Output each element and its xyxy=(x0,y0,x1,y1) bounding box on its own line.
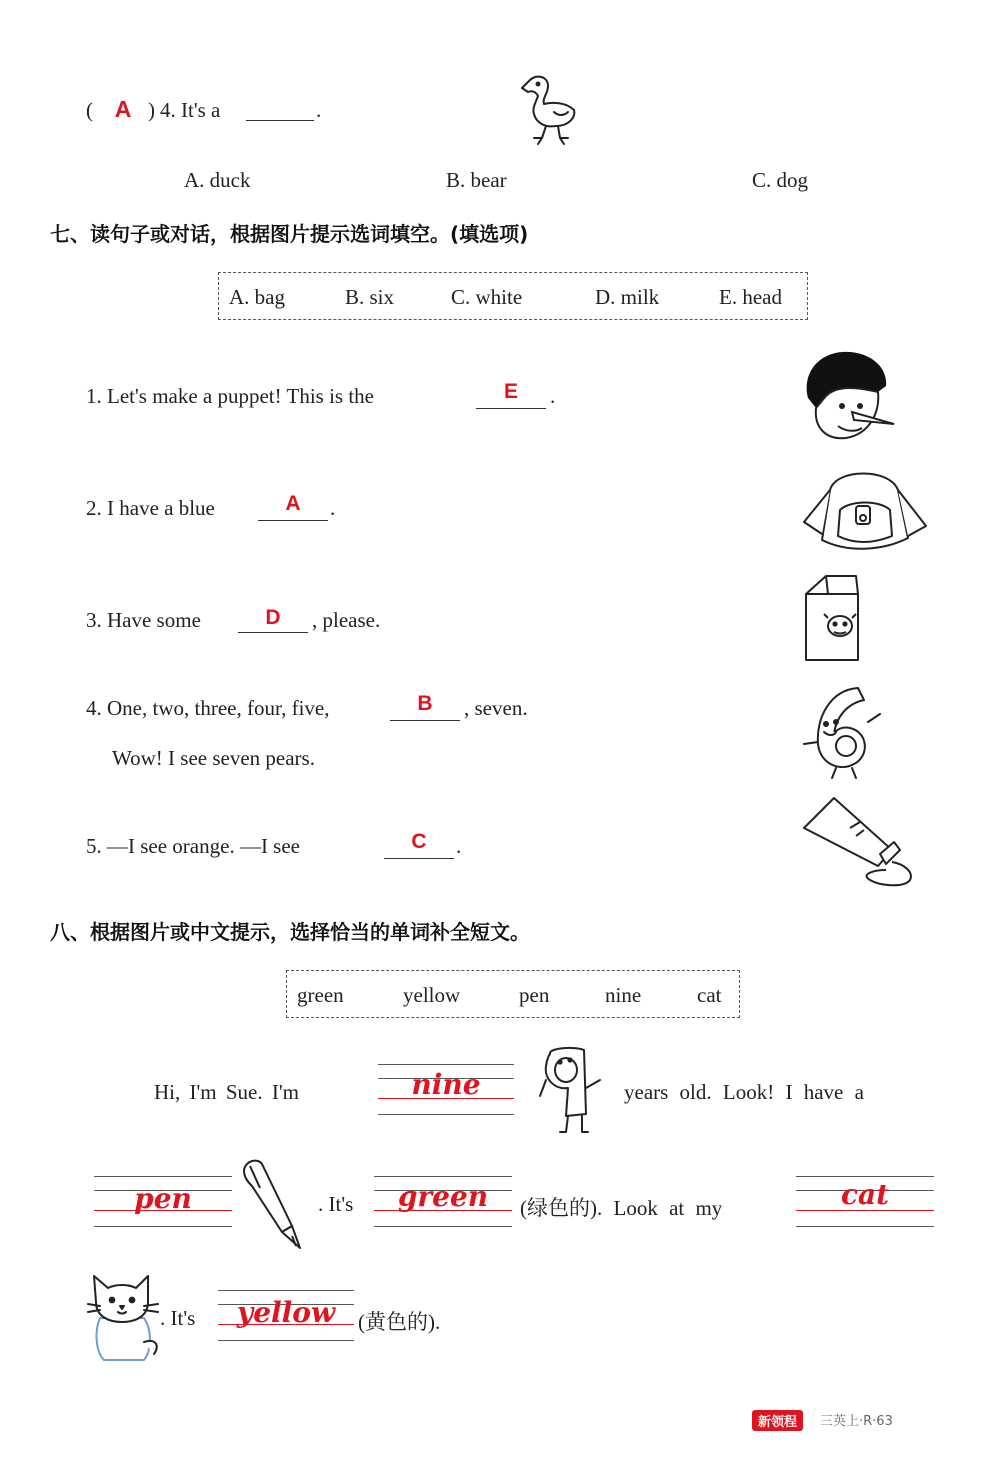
s7-item3-text: 3. Have some xyxy=(86,608,201,632)
q4-option-b: B. bear xyxy=(446,168,507,192)
word-option: pen xyxy=(519,983,550,1007)
answer-pen: pen xyxy=(134,1182,192,1215)
section7-heading: 七、读句子或对话，根据图片提示选词填空。(填选项) xyxy=(50,222,529,246)
s8-line2-mid: . It's xyxy=(318,1192,354,1216)
s7-item1-text: 1. Let's make a puppet! This is the xyxy=(86,384,375,408)
answer-nine: nine xyxy=(411,1068,481,1101)
bag-picture xyxy=(800,460,930,552)
four-line-blank-cat[interactable] xyxy=(796,1176,934,1230)
word-option: A. bag xyxy=(229,285,285,309)
word-option: B. six xyxy=(345,285,395,309)
q4-stem: 4. It's a xyxy=(160,98,221,122)
s8-line3-pre: . It's xyxy=(160,1306,196,1330)
section8-heading: 八、根据图片或中文提示，选择恰当的单词补全短文。 xyxy=(50,920,530,944)
section7-word-box xyxy=(218,272,808,320)
q4-blank[interactable] xyxy=(246,120,314,121)
four-line-blank-pen[interactable] xyxy=(94,1176,232,1230)
s7-item2-end: . xyxy=(330,496,336,520)
word-option: yellow xyxy=(403,983,461,1007)
paren-close: ) xyxy=(148,98,155,122)
s7-item3-answer: D xyxy=(265,606,281,629)
s7-item5-blank[interactable] xyxy=(384,858,454,859)
answer-cat: cat xyxy=(840,1178,890,1211)
publisher-badge: 新领程 xyxy=(752,1410,803,1431)
s7-item1-end: . xyxy=(550,384,556,408)
s7-item3-blank[interactable] xyxy=(238,632,308,633)
section8-word-box xyxy=(286,970,740,1018)
paren-open: ( xyxy=(86,98,93,122)
q4-end: . xyxy=(316,98,322,122)
word-option: E. head xyxy=(719,285,782,309)
q4-option-c: C. dog xyxy=(752,168,809,192)
puppet-head-picture xyxy=(798,348,896,444)
s8-line1-pre: Hi, I'm Sue. I'm xyxy=(154,1080,299,1104)
word-option: D. milk xyxy=(595,285,660,309)
s7-item2-answer: A xyxy=(285,492,301,515)
duck-picture xyxy=(516,72,582,146)
q4-option-a: A. duck xyxy=(184,168,251,192)
s7-item5-text: 5. —I see orange. —I see xyxy=(86,834,300,858)
word-option: nine xyxy=(605,983,642,1007)
s7-item5-end: . xyxy=(456,834,462,858)
s8-line1-post: years old. Look! I have a xyxy=(624,1080,864,1104)
milk-carton-picture xyxy=(800,572,862,666)
pen-picture xyxy=(240,1156,306,1252)
word-option: green xyxy=(297,983,344,1007)
number-six-picture xyxy=(800,682,886,780)
cat-picture xyxy=(86,1272,162,1366)
s7-item4-end: , seven. xyxy=(464,696,528,720)
answer-green: green xyxy=(397,1180,489,1213)
word-option: C. white xyxy=(451,285,523,309)
four-line-blank-yellow[interactable] xyxy=(218,1290,354,1344)
s7-item4-line2: Wow! I see seven pears. xyxy=(112,746,315,770)
answer-yellow: yellow xyxy=(236,1296,336,1329)
s7-item4-text: 4. One, two, three, four, five, xyxy=(86,696,330,720)
paint-tube-picture xyxy=(800,794,918,892)
s7-item2-text: 2. I have a blue xyxy=(86,496,215,520)
s7-item2-blank[interactable] xyxy=(258,520,328,521)
s8-line2-post: (绿色的). Look at my xyxy=(520,1196,723,1220)
s7-item1-blank[interactable] xyxy=(476,408,546,409)
number-nine-picture xyxy=(538,1044,608,1140)
s7-item4-blank[interactable] xyxy=(390,720,460,721)
word-option: cat xyxy=(697,983,722,1007)
s7-item1-answer: E xyxy=(503,380,518,403)
s7-item3-end: , please. xyxy=(312,608,381,632)
s7-item5-answer: C xyxy=(411,830,427,853)
s7-item4-answer: B xyxy=(417,692,433,715)
q4-answer: A xyxy=(114,96,132,122)
four-line-blank-green[interactable] xyxy=(374,1176,512,1230)
page-footer-text: 三英上·R·63 xyxy=(820,1414,893,1429)
s8-line3-post: (黄色的). xyxy=(358,1310,441,1334)
four-line-blank-nine[interactable] xyxy=(378,1064,514,1118)
